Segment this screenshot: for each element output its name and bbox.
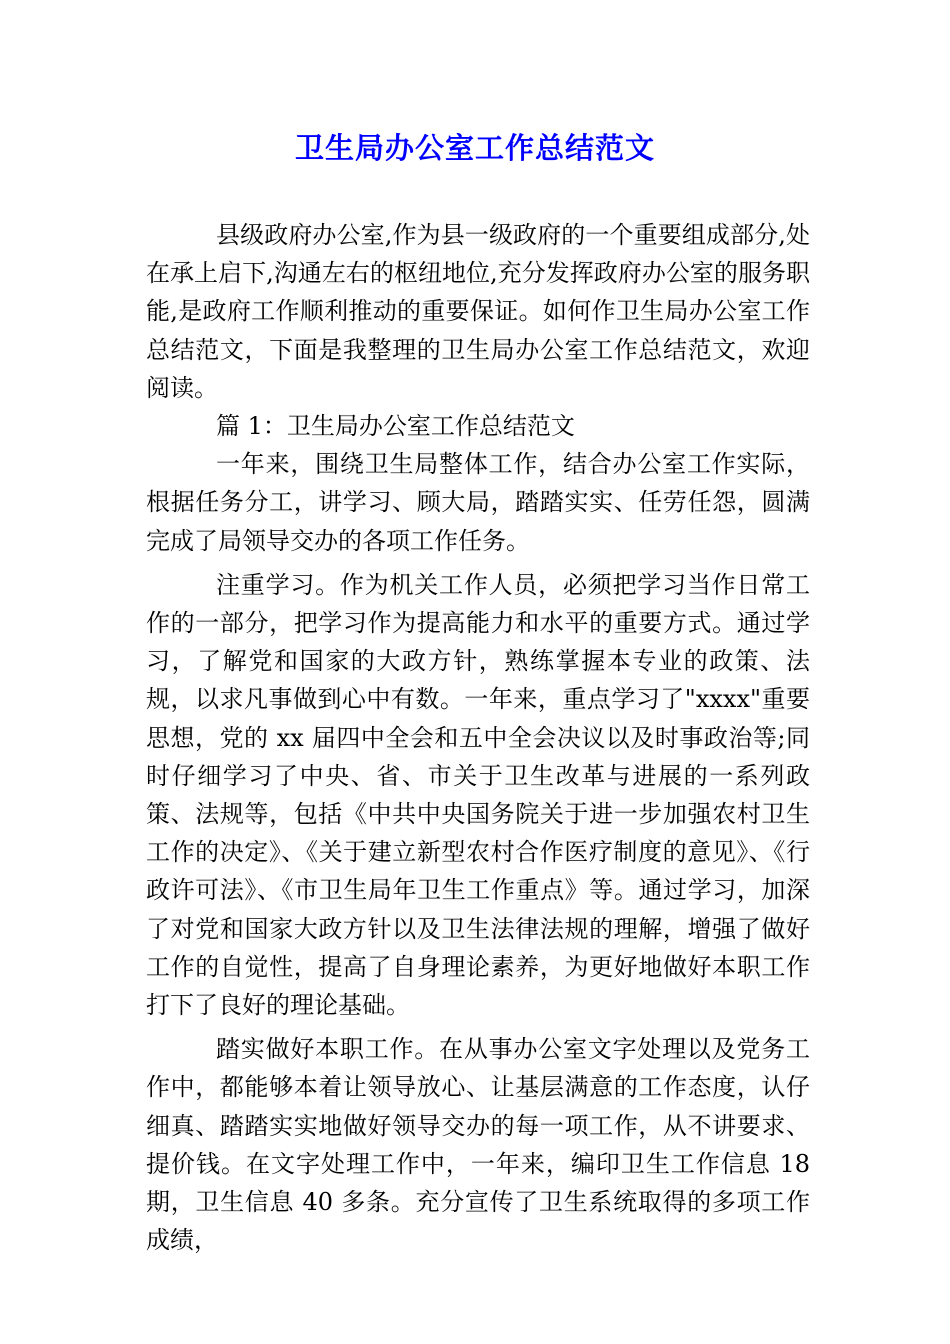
document-body [146,216,810,1259]
paragraph-overview: 一年来，围绕卫生局整体工作，结合办公室工作实际，根据任务分工，讲学习、顾大局，踏踏实实、任劳任怨，圆满完成了局领导交办的各项工作任务。 [146,450,810,555]
paragraph-study: 注重学习。作为机关工作人员，必须把学习当作日常工作的一部分，把学习作为提高能力和水平的重要方式。通过学习，了解党和国家的大政方针，熟练掌握本专业的政策、法规，以求凡事做到心中有数。一年来，重点学习了"xxxx"重要思想，党的 xx 届四中全会和五中全会决议以及时事政治等;同时仔细学习了中央、省、市关于卫生改革与进展的一系列政策、法规等，包括《中共中央国务院关于进一步加强农村卫生工作的决定》、《关于建立新型农村合作医疗制度的意见》、《行政许可法》、《市卫生局年卫生工作重点》等。通过学习，加深了对党和国家大政方针以及卫生法律法规的理解，增强了做好工作的自觉性，提高了自身理论素养，为更好地做好本职工作打下了良好的理论基础。 [146,570,810,1020]
section-heading: 篇 1：卫生局办公室工作总结范文 [216,412,575,441]
paragraph-duties: 踏实做好本职工作。在从事办公室文字处理以及党务工作中，都能够本着让领导放心、让基层满意的工作态度，认仔细真、踏踏实实地做好领导交办的每一项工作，从不讲要求、提价钱。在文字处理工作中，一年来，编印卫生工作信息 18 期，卫生信息 40 多条。充分宣传了卫生系统取得的多项工作成绩， [146,1035,810,1255]
document-title: 卫生局办公室工作总结范文 [294,131,655,165]
paragraph-intro: 县级政府办公室,作为县一级政府的一个重要组成部分,处在承上启下,沟通左右的枢纽地位,充分发挥政府办公室的服务职能,是政府工作顺利推动的重要保证。如何作卫生局办公室工作总结范文，下面是我整理的卫生局办公室工作总结范文，欢迎阅读。 [146,221,810,402]
